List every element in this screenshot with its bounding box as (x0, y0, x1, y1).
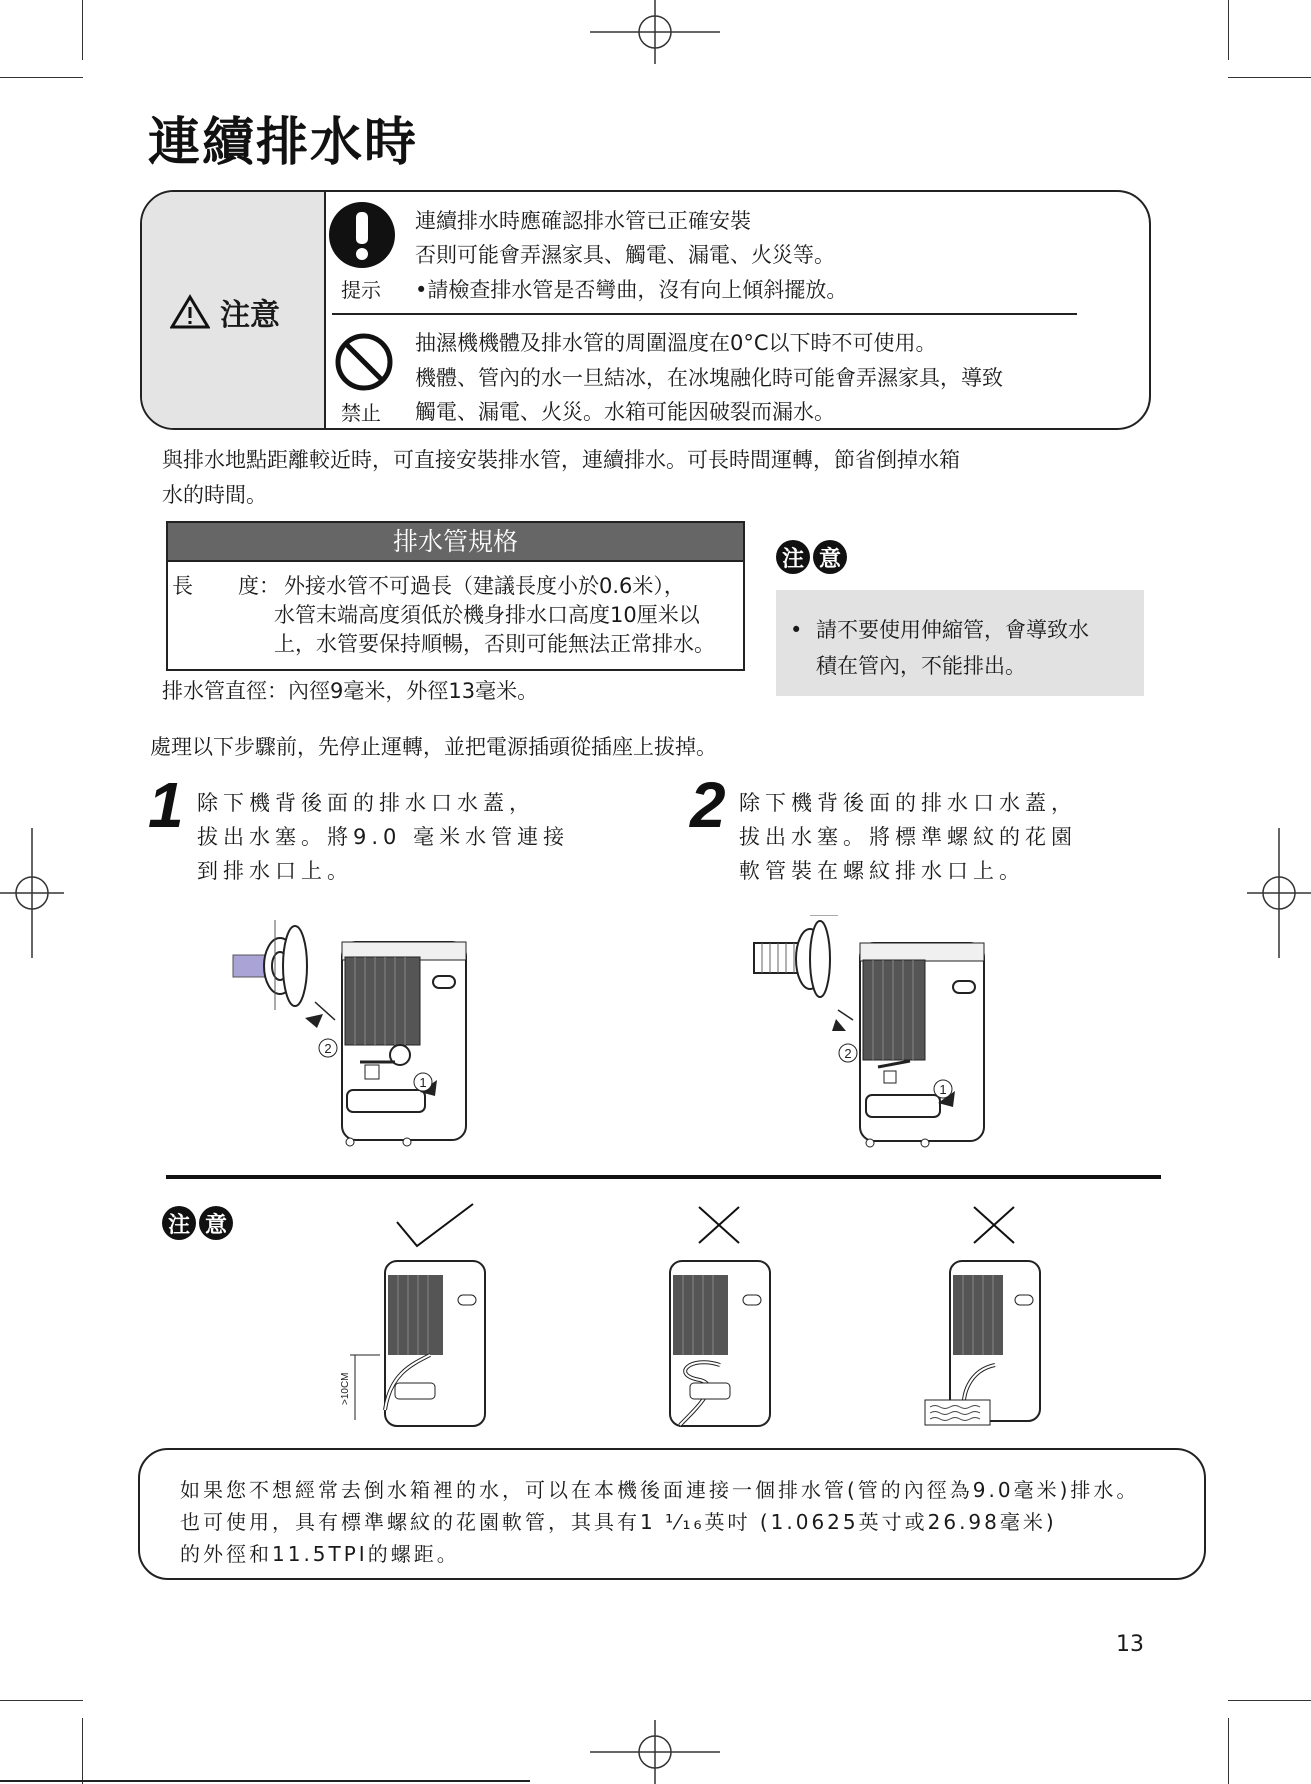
spec-diameter: 排水管直徑：內徑9毫米，外徑13毫米。 (162, 679, 539, 703)
step-2-line: 除下機背後面的排水口水蓋， (739, 791, 1077, 815)
registration-mark-top (590, 0, 720, 64)
bottom-note-box (138, 1448, 1206, 1580)
caution-label: 注意 (220, 298, 280, 333)
step-1-illustration (225, 910, 475, 1150)
caution-prohibit-line: 抽濕機機體及排水管的周圍溫度在0°C以下時不可使用。 (415, 331, 937, 355)
exclamation-icon (327, 200, 397, 270)
cross-icon (970, 1203, 1018, 1247)
step-2-line: 拔出水塞。將標準螺紋的花園 (739, 825, 1077, 849)
caution-box (140, 190, 1151, 430)
spec-length-line: 水管末端高度須低於機身排水口高度10厘米以 (274, 603, 700, 627)
marker-1: 1 (939, 1082, 947, 1097)
section-divider (166, 1175, 1161, 1179)
page-number: 13 (1116, 1632, 1144, 1657)
caution-sidebar (142, 192, 326, 428)
hint-label: 提示 (341, 278, 381, 302)
note-line: 積在管內，不能排出。 (816, 654, 1026, 678)
spec-length-label-2: 度： (238, 574, 280, 598)
step-2-number: 2 (690, 769, 726, 841)
spec-length-line: 上，水管要保持順暢，否則可能無法正常排水。 (274, 632, 715, 656)
intro-line: 與排水地點距離較近時，可直接安裝排水管，連續排水。可長時間運轉，節省倒掉水箱 (162, 448, 960, 472)
step-1-line: 拔出水塞。將9.0 毫米水管連接 (197, 825, 570, 849)
prohibited-icon (334, 332, 394, 392)
step-2-line: 軟管裝在螺紋排水口上。 (739, 859, 1025, 883)
step-1-line: 到排水口上。 (197, 859, 353, 883)
step-2-illustration (748, 915, 998, 1150)
caution-row-divider (332, 313, 1077, 315)
caution-hint-line: •請檢查排水管是否彎曲，沒有向上傾斜擺放。 (415, 278, 848, 302)
caution-prohibit-line: 機體、管內的水一旦結冰，在冰塊融化時可能會弄濕家具，導致 (415, 366, 1003, 390)
spec-header: 排水管規格 (168, 523, 743, 562)
intro-line: 水的時間。 (162, 483, 267, 507)
spec-length-line: 外接水管不可過長（建議長度小於0.6米）， (284, 574, 685, 598)
note-line: 請不要使用伸縮管，會導致水 (816, 618, 1089, 642)
step-1-number: 1 (148, 769, 184, 841)
registration-mark-left (0, 828, 64, 958)
correct-installation-illustration (340, 1255, 490, 1430)
marker-2: 2 (324, 1041, 332, 1056)
bottom-note-badge: 注 意 (162, 1206, 236, 1240)
marker-2: 2 (844, 1046, 852, 1061)
hose-spec-box (166, 521, 745, 671)
caution-prohibit-line: 觸電、漏電、火災。水箱可能因破裂而漏水。 (415, 400, 835, 424)
bottom-note-line: 的外徑和11.5TPI的螺距。 (180, 1542, 460, 1566)
step-1-line: 除下機背後面的排水口水蓋， (197, 791, 535, 815)
marker-1: 1 (419, 1075, 427, 1090)
check-icon (395, 1200, 475, 1250)
height-mark: >10CM (340, 1372, 351, 1405)
caution-hint-line: 否則可能會弄濕家具、觸電、漏電、火災等。 (415, 243, 835, 267)
spec-length-label: 長 (172, 574, 193, 598)
incorrect-installation-illustration (660, 1255, 790, 1430)
note-bullet: • (790, 618, 803, 642)
note-badge: 注 意 (776, 540, 850, 574)
bottom-note-line: 如果您不想經常去倒水箱裡的水，可以在本機後面連接一個排水管(管的內徑為9.0毫米)排水。 (180, 1478, 1140, 1502)
incorrect-installation-illustration (920, 1255, 1050, 1430)
registration-mark-right (1247, 828, 1311, 958)
prohibit-label: 禁止 (341, 401, 381, 425)
page-title: 連續排水時 (148, 113, 419, 173)
note-box (776, 590, 1144, 696)
warning-triangle-icon (170, 294, 210, 330)
bottom-note-line: 也可使用，具有標準螺紋的花園軟管，其具有1 ¹⁄₁₆英吋 (1.0625英寸或26.98毫米) (180, 1510, 1057, 1534)
cross-icon (695, 1203, 743, 1247)
precaution-text: 處理以下步驟前，先停止運轉，並把電源插頭從插座上拔掉。 (150, 735, 717, 759)
registration-mark-bottom (590, 1720, 720, 1784)
footer-rule (0, 1780, 530, 1782)
caution-hint-line: 連續排水時應確認排水管已正確安裝 (415, 209, 751, 233)
